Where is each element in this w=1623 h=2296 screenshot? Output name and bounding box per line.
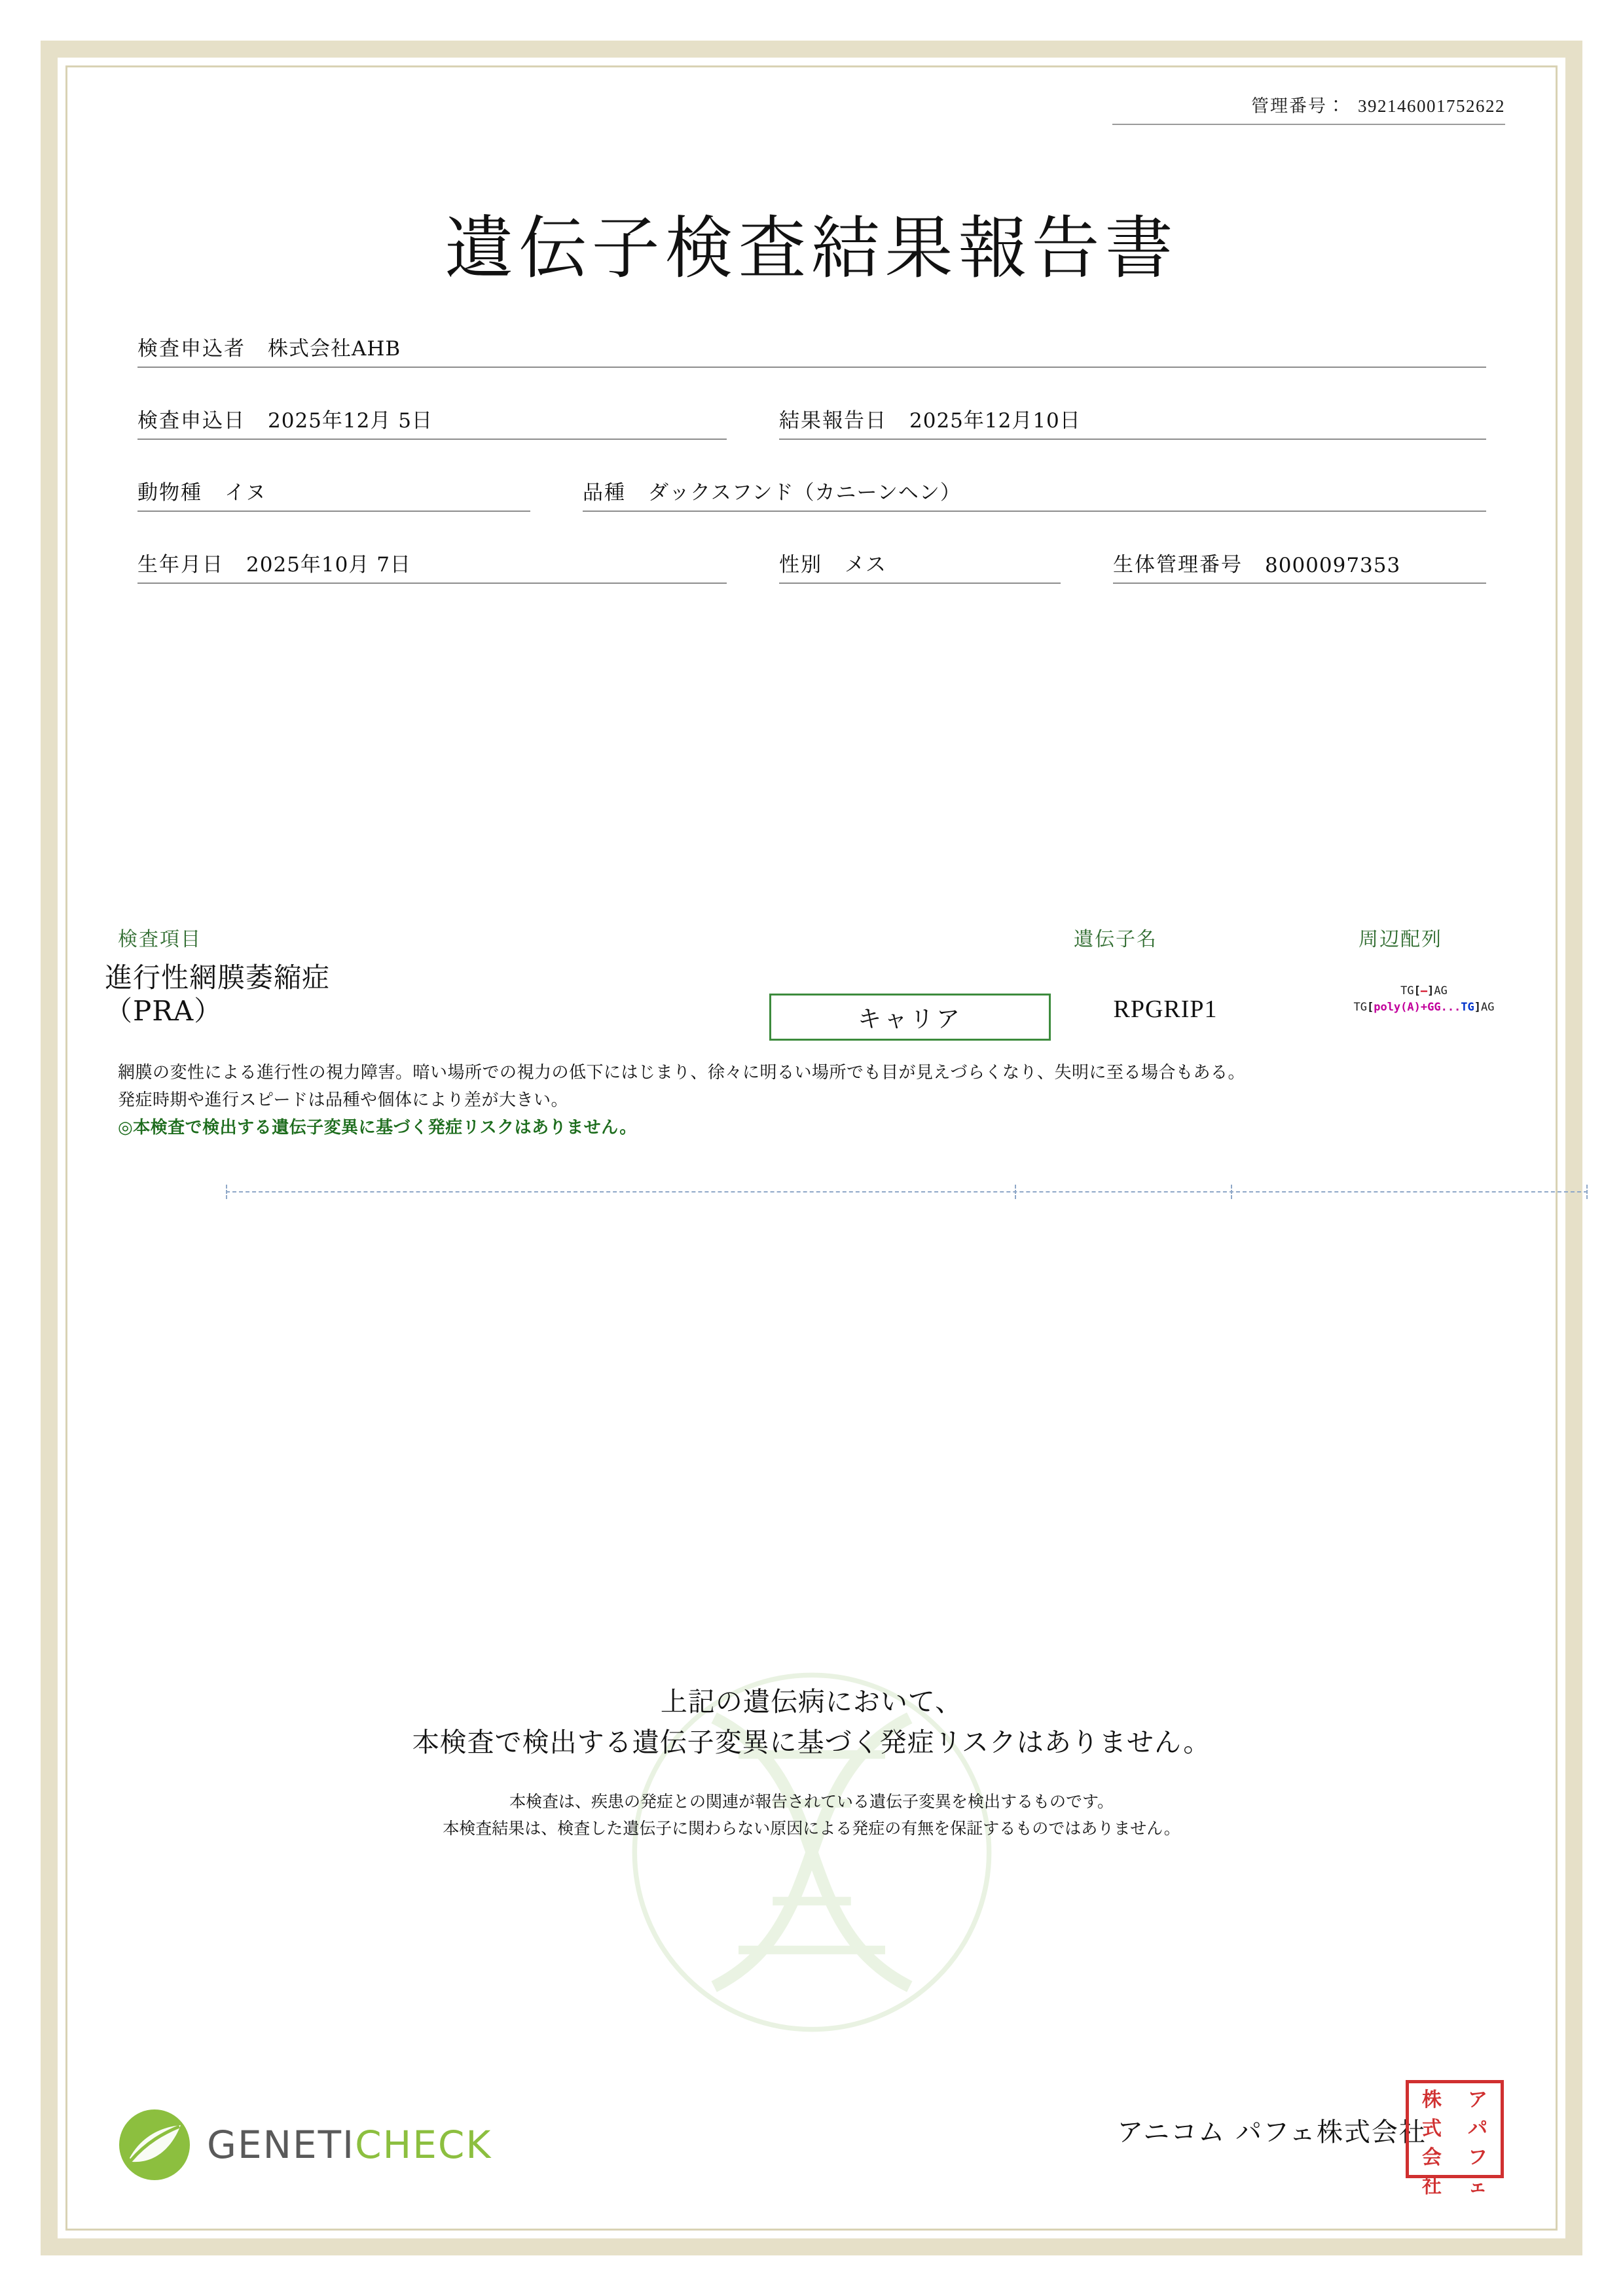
divider-tick-right bbox=[1231, 1185, 1232, 1199]
field-applicant bbox=[137, 330, 1486, 368]
seq-bottom-insert: poly(A)+GG bbox=[1374, 1000, 1441, 1014]
seq-bottom-dots: ... bbox=[1440, 1000, 1461, 1014]
control-number bbox=[1112, 92, 1505, 125]
info-row-dates bbox=[137, 399, 1486, 440]
gene-name-header: 遺伝子名 bbox=[1074, 929, 1158, 950]
result-badge bbox=[769, 994, 1051, 1041]
seal-char-4: 会 bbox=[1422, 2146, 1442, 2169]
seal-char-0: 株 bbox=[1422, 2089, 1442, 2111]
report-date-value: 2025年12月10日 bbox=[909, 409, 1081, 433]
description-risk-note: ◎本検査で検出する遺伝子変異に基づく発症リスクはありません。 bbox=[118, 1118, 637, 1138]
sex-label: 性別 bbox=[779, 553, 822, 577]
sequence-header: 周辺配列 bbox=[1359, 929, 1442, 950]
info-row-species bbox=[137, 471, 1486, 512]
description-line-1: 網膜の変性による進行性の視力障害。暗い場所での視力の低下にはじまり、徐々に明るい場所でも目が見えづらくなり、失明に至る場合もある。 bbox=[118, 1063, 1245, 1083]
seal-char-6: 社 bbox=[1422, 2175, 1442, 2198]
seal-char-7: ェ bbox=[1468, 2175, 1487, 2198]
animal-id-value: 8000097353 bbox=[1265, 554, 1401, 577]
field-species bbox=[137, 474, 530, 512]
field-apply-date bbox=[137, 402, 727, 440]
seq-bottom-blue: TG bbox=[1461, 1000, 1474, 1014]
seq-top-mid: – bbox=[1420, 984, 1428, 997]
report-date-label: 結果報告日 bbox=[779, 409, 887, 433]
page-title: 遺伝子検査結果報告書 bbox=[445, 208, 1178, 288]
divider-tick-left bbox=[226, 1185, 227, 1199]
seq-bottom-suffix: AG bbox=[1481, 1000, 1495, 1014]
result-badge-label: キャリア bbox=[857, 1005, 962, 1032]
birthdate-label: 生年月日 bbox=[137, 553, 224, 577]
company-seal bbox=[1406, 2080, 1504, 2198]
field-animal-id bbox=[1113, 546, 1486, 584]
seq-bottom-bracket-open: [ bbox=[1366, 1000, 1374, 1014]
birthdate-value: 2025年10月 7日 bbox=[246, 553, 411, 577]
description-line-2: 発症時期や進行スピードは品種や個体により差が大きい。 bbox=[118, 1090, 568, 1111]
control-number-value: 392146001752622 bbox=[1358, 96, 1505, 116]
disease-description bbox=[118, 1059, 1506, 1141]
summary-note bbox=[98, 1789, 1525, 1842]
brand-logo-text bbox=[207, 2123, 492, 2167]
applicant-value: 株式会社AHB bbox=[268, 337, 401, 361]
field-report-date bbox=[779, 402, 1486, 440]
sequence-line-top bbox=[1316, 983, 1532, 999]
company-name: アニコム パフェ株式会社 bbox=[1117, 2117, 1427, 2147]
sequence-diagram bbox=[1316, 983, 1532, 1015]
breed-label: 品種 bbox=[583, 481, 626, 505]
summary-line-2: 本検査で検出する遺伝子変異に基づく発症リスクはありません。 bbox=[412, 1726, 1211, 1758]
apply-date-value: 2025年12月 5日 bbox=[268, 409, 433, 433]
breed-value: ダックスフンド（カニーンヘン） bbox=[648, 481, 961, 505]
seq-top-bracket-close: ] bbox=[1427, 984, 1434, 997]
summary-line-1: 上記の遺伝病において、 bbox=[660, 1686, 963, 1717]
applicant-label: 検査申込者 bbox=[137, 337, 246, 361]
apply-date-label: 検査申込日 bbox=[137, 409, 246, 433]
disease-name-line1: 進行性網膜萎縮症 bbox=[105, 961, 331, 994]
seq-top-suffix: AG bbox=[1434, 984, 1448, 997]
sex-value: メス bbox=[845, 553, 886, 577]
species-value: イヌ bbox=[225, 481, 266, 505]
info-row-applicant bbox=[137, 327, 1486, 368]
disease-name bbox=[105, 961, 330, 1028]
divider-tick-mid bbox=[1015, 1185, 1016, 1199]
seq-bottom-prefix: TG bbox=[1353, 1000, 1367, 1014]
seal-char-3: パ bbox=[1468, 2117, 1487, 2140]
brand-logo-text-part1: GENETI bbox=[207, 2123, 356, 2167]
sequence-line-bottom bbox=[1316, 999, 1532, 1016]
brand-logo bbox=[118, 2108, 492, 2181]
seq-bottom-bracket-close: ] bbox=[1474, 1000, 1482, 1014]
species-label: 動物種 bbox=[137, 481, 202, 505]
divider-tick-end bbox=[1586, 1185, 1588, 1199]
disease-name-line2: （PRA） bbox=[105, 995, 223, 1028]
summary-note-line-1: 本検査は、疾患の発症との関連が報告されている遺伝子変異を検出するものです。 bbox=[509, 1792, 1114, 1811]
summary-block bbox=[98, 1682, 1525, 1842]
brand-logo-text-part2: CHECK bbox=[355, 2123, 492, 2167]
summary-note-line-2: 本検査結果は、検査した遺伝子に関わらない原因による発症の有無を保証するものではありません。 bbox=[443, 1818, 1180, 1838]
seal-char-5: フ bbox=[1468, 2146, 1487, 2169]
seal-char-2: 式 bbox=[1422, 2117, 1442, 2140]
leaf-logo-icon bbox=[118, 2108, 191, 2181]
control-number-label: 管理番号： bbox=[1251, 96, 1346, 116]
gene-name-value: RPGRIP1 bbox=[1113, 996, 1218, 1023]
info-block bbox=[137, 327, 1486, 615]
field-breed bbox=[583, 474, 1486, 512]
document-content bbox=[98, 79, 1525, 2217]
seq-top-prefix: TG bbox=[1400, 984, 1414, 997]
field-sex bbox=[779, 546, 1061, 584]
seal-char-1: ア bbox=[1468, 2089, 1487, 2111]
seq-top-bracket-open: [ bbox=[1413, 984, 1421, 997]
section-divider bbox=[226, 1191, 1588, 1193]
field-birthdate bbox=[137, 546, 727, 584]
animal-id-label: 生体管理番号 bbox=[1113, 553, 1243, 577]
test-item-header: 検査項目 bbox=[118, 928, 202, 951]
info-row-birth bbox=[137, 543, 1486, 584]
